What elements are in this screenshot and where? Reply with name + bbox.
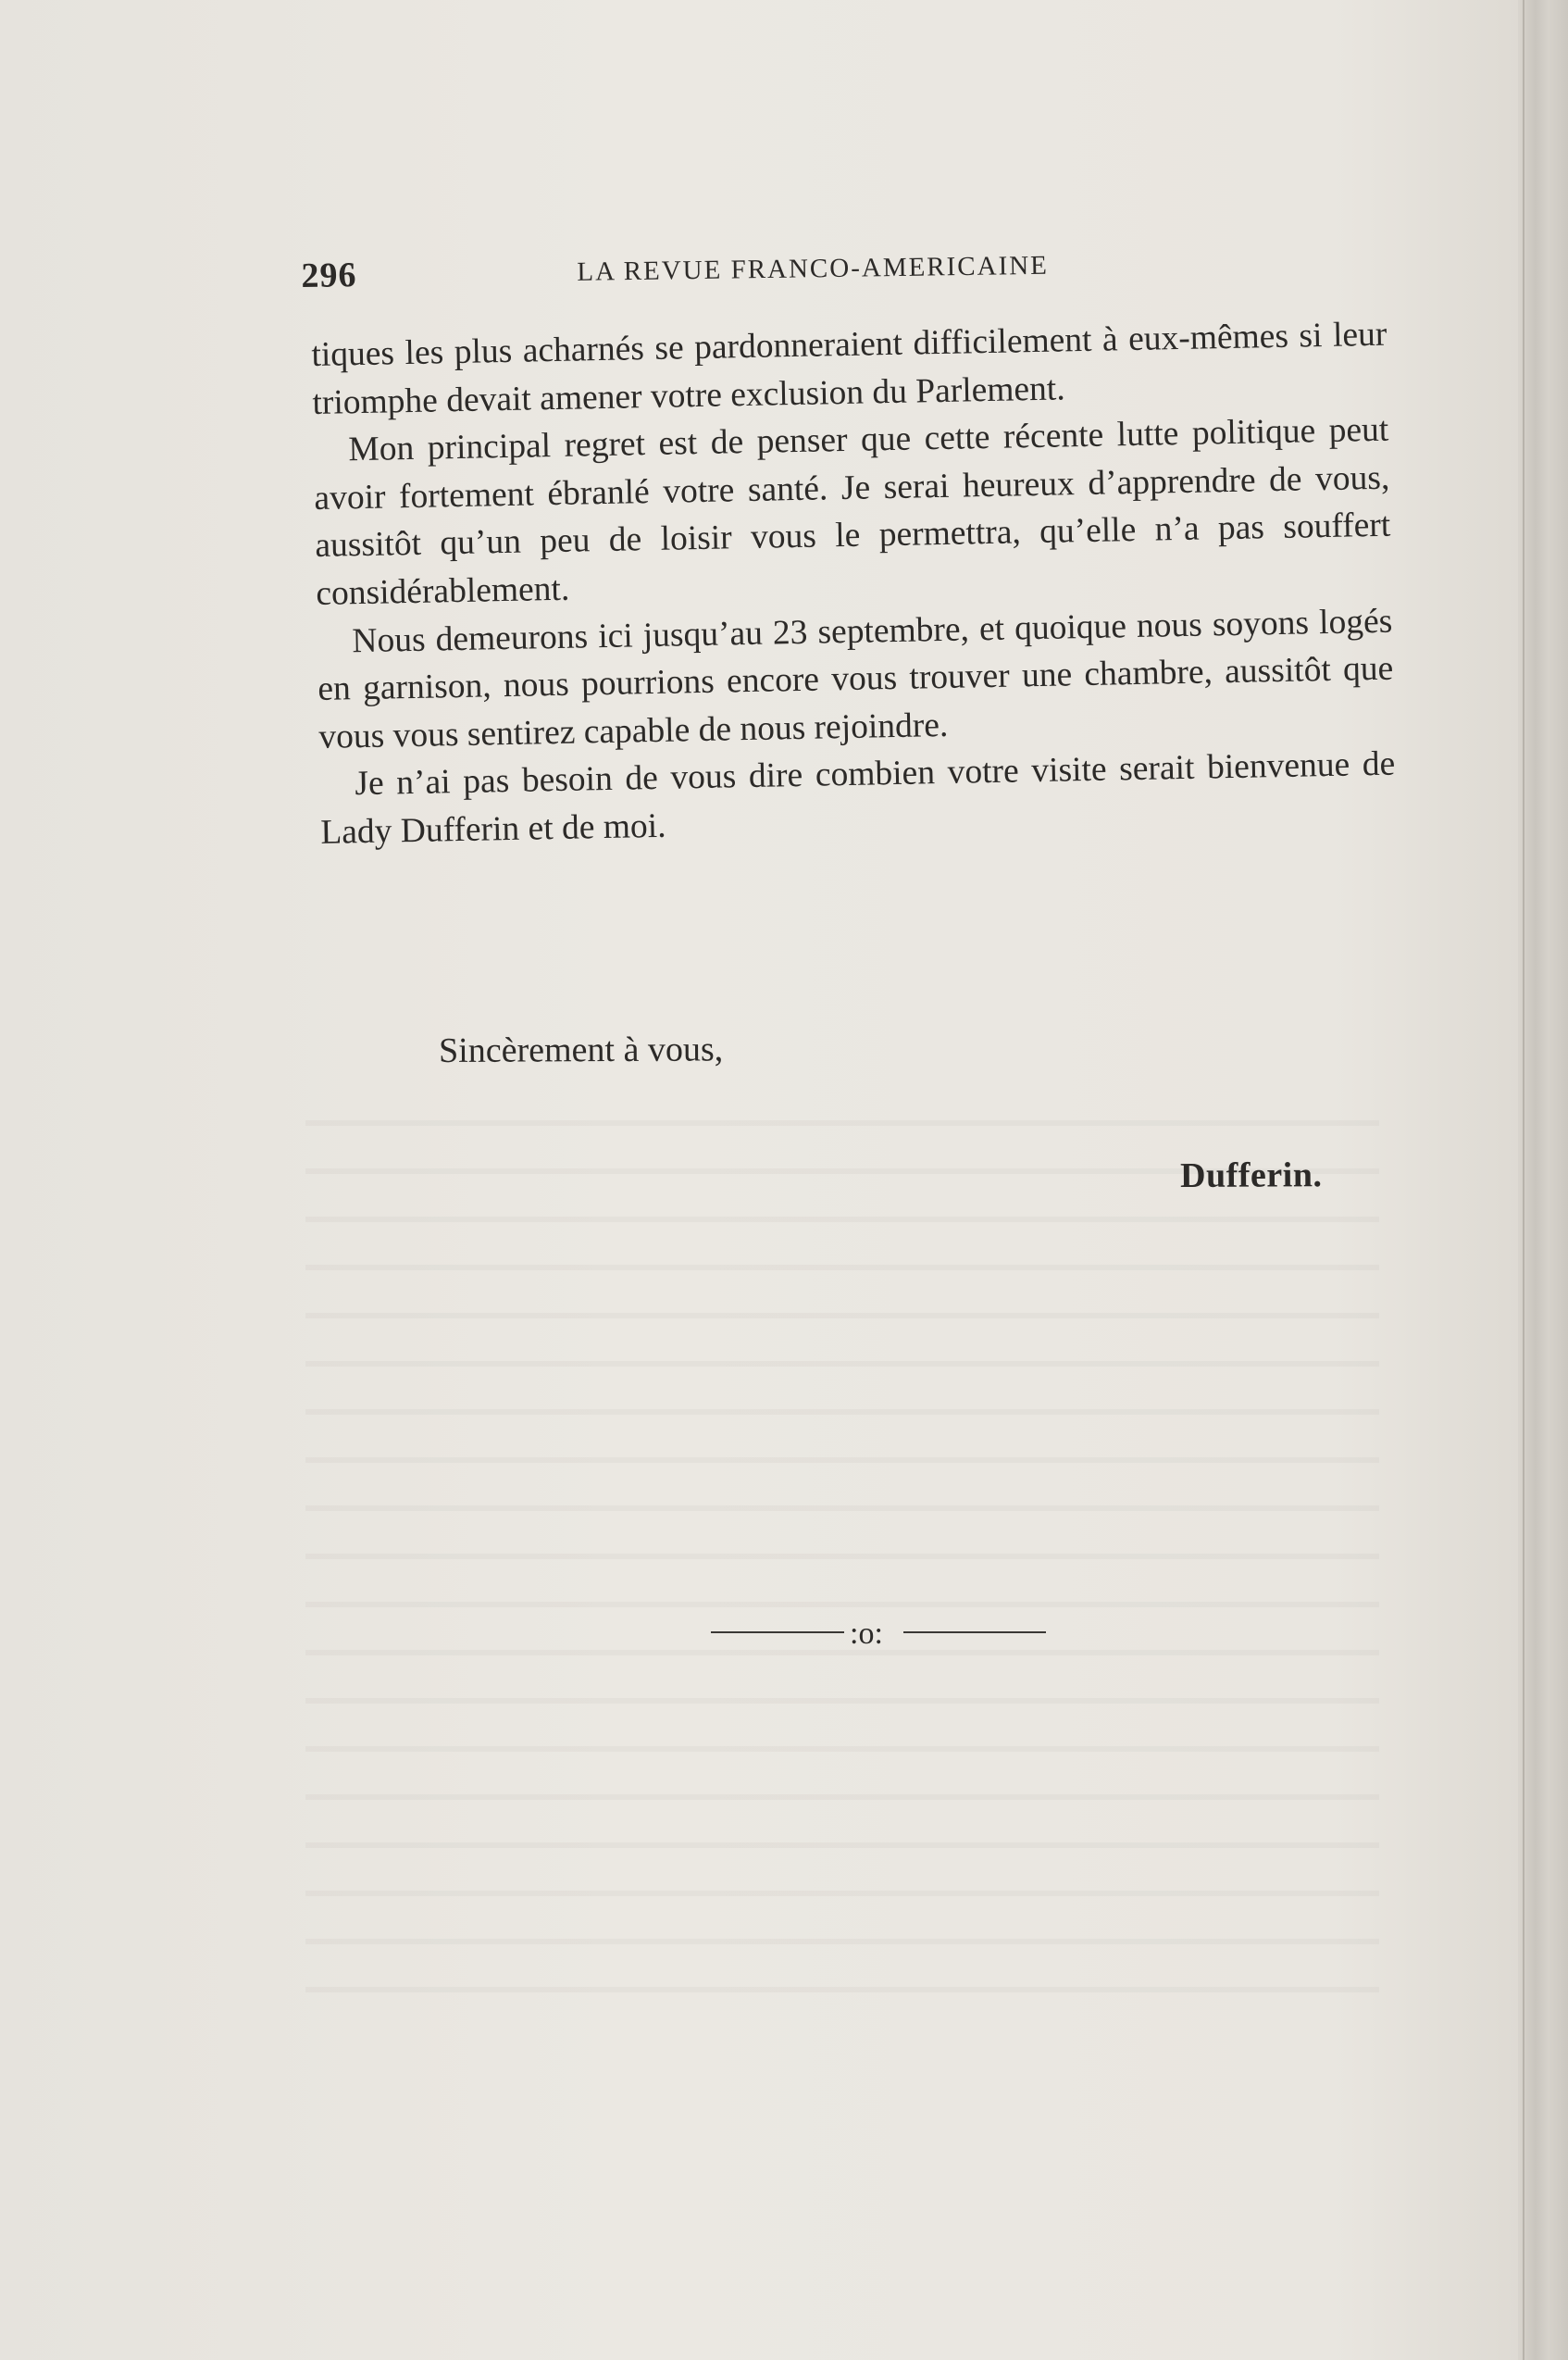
section-divider [711,1616,1046,1656]
page-edge-line [1523,0,1524,2360]
paragraph-continuation: tiques les plus acharnés se pardonneraient difficilement à eux-mêmes si leur triomphe devait amener votre exclusion du Parlement. [311,315,1388,422]
paragraph: Mon principal regret est de penser que cette récente lutte politique peut avoir fortement ébranlé votre santé. Je serai heureux d’apprendre de vous, aussitôt qu’un peu de loisir vous le permettra, qu’elle n’a pas souffert considérablement. [314,410,1391,613]
divider-rule-left [711,1631,844,1633]
paragraph: Nous demeurons ici jusqu’au 23 septembre, et quoique nous soyons logés en garnison, nous pourrions encore vous trouver une chambre, aussitôt que vous vous sentirez capable de nous rejoindre. [317,602,1394,756]
divider-rule-right [903,1631,1046,1633]
page-edge-shadow [1518,0,1568,2360]
paragraph: Je n’ai pas besoin de vous dire combien votre visite serait bienvenue de Lady Dufferin et de moi. [320,744,1396,852]
letter-body [311,311,1397,857]
letter-signature: Dufferin. [1180,1155,1323,1195]
running-head [301,237,1116,304]
divider-ornament: :o: [850,1617,883,1651]
letter-closing: Sincèrement à vous, [439,1030,724,1070]
page-number: 296 [301,256,357,295]
journal-title: LA REVUE FRANCO-AMERICAINE [577,250,1050,287]
bleed-through-texture [305,1093,1379,2018]
